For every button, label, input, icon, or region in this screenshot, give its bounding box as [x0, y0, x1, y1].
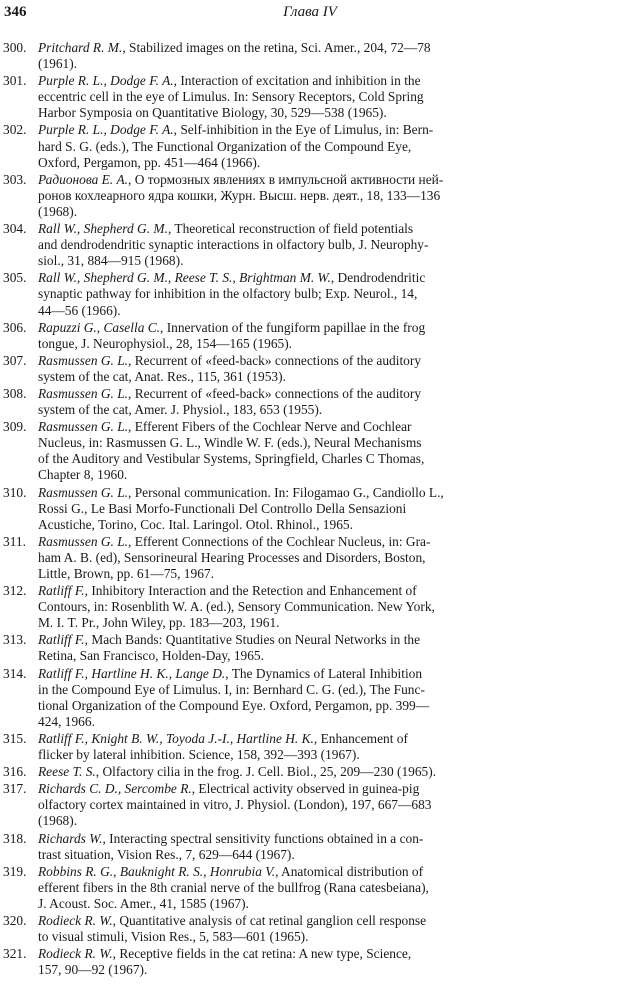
reference-item [0, 122, 620, 170]
reference-number: 301. [3, 73, 27, 89]
reference-authors: Rodieck R. W. [38, 946, 113, 962]
reference-item [0, 913, 620, 945]
reference-authors: Rodieck R. W. [38, 912, 113, 928]
reference-authors: Richards C. D., Sercombe R. [38, 781, 192, 797]
reference-number: 320. [3, 912, 27, 928]
chapter-title: Глава IV [283, 4, 337, 20]
reference-text: , Recurrent of «feed-back» connections of the auditory system of the cat, Amer. J. Physiol., 183, 653 (1955). [38, 385, 422, 418]
reference-item [0, 485, 620, 533]
reference-authors: Ratliff F. [38, 632, 85, 648]
reference-authors: Rapuzzi G., Casella C. [38, 319, 161, 335]
reference-number: 300. [3, 40, 27, 55]
reference-number: 311. [3, 533, 26, 549]
reference-item [0, 320, 620, 352]
reference-authors: Richards W. [38, 830, 103, 846]
page-header [0, 4, 620, 24]
reference-number: 312. [3, 583, 27, 599]
reference-authors: Rall W., Shepherd G. M. [38, 221, 168, 237]
reference-item [0, 270, 620, 318]
reference-item [0, 666, 620, 730]
reference-item [0, 632, 620, 664]
reference-item [0, 534, 620, 582]
page-number: 346 [4, 4, 27, 20]
reference-text: , The Dynamics of Lateral Inhibition in the Compound Eye of Limulus. I, in: Bernhard C. G. (ed.), The Func- tional Organization of the Compound Eye. Oxford, Pergamon, pp. 399— 424, 1966. [38, 665, 430, 729]
reference-item [0, 172, 620, 220]
reference-item [0, 221, 620, 269]
reference-item [0, 73, 620, 121]
reference-text: , О тормозных явлениях в импульсной активности ней- ронов кохлеарного ядра кошки, Журн. Высш. нерв. деят., 18, 133—136 (1968). [38, 171, 444, 219]
reference-text: , Electrical activity observed in guinea-pig olfactory cortex maintained in vitro, J. Physiol. (London), 197, 667—683 (1968). [38, 781, 432, 829]
reference-text: , Inhibitory Interaction and the Retection and Enhancement of Contours, in: Rosenblith W. A. (ed.), Sensory Communication. New York, M. I. T. Pr., John Wiley, pp. 183—203, 1961. [38, 583, 435, 631]
reference-text: , Recurrent of «feed-back» connections of the auditory system of the cat, Anat. Res., 115, 361 (1953). [38, 352, 422, 384]
reference-authors: Ratliff F. [38, 583, 85, 599]
reference-item [0, 781, 620, 829]
reference-authors: Ratliff F., Knight B. W., Toyoda J.-I., Hartline H. K. [38, 730, 314, 746]
reference-authors: Rasmussen G. L. [38, 419, 129, 435]
reference-item [0, 764, 620, 780]
reference-authors: Pritchard R. M. [38, 40, 123, 55]
reference-number: 317. [3, 781, 27, 797]
reference-number: 314. [3, 665, 27, 681]
reference-text: , Enhancement of flicker by lateral inhibition. Science, 158, 392—393 (1967). [38, 730, 408, 763]
reference-number: 310. [3, 484, 27, 500]
reference-text: , Efferent Fibers of the Cochlear Nerve and Cochlear Nucleus, in: Rasmussen G. L., Windle W. F. (eds.), Neural Mechanisms of the Auditory and Vestibular Systems, Springfield, Charles C Thomas, Chapter 8, 1960. [38, 419, 425, 483]
reference-text: , Stabilized images on the retina, Sci. Amer., 204, 72—78 (1961). [38, 40, 431, 72]
reference-number: 307. [3, 352, 27, 368]
reference-number: 319. [3, 863, 27, 879]
reference-text: , Theoretical reconstruction of field potentials and dendrodendritic synaptic interactions in olfactory bulb, J. Neurophy- siol., 31, 884—915 (1968). [38, 221, 429, 269]
reference-authors: Purple R. L., Dodge F. A. [38, 73, 174, 89]
reference-text: , Olfactory cilia in the frog. J. Cell. Biol., 25, 209—230 (1965). [95, 764, 437, 780]
reference-item [0, 583, 620, 631]
reference-number: 318. [3, 830, 27, 846]
reference-text: , Interaction of excitation and inhibition in the eccentric cell in the eye of Limulus. In: Sensory Receptors, Cold Spring Harbor Symposia on Quantitative Biology, 30, 529—538 (1965). [38, 73, 424, 121]
reference-text: , Quantitative analysis of cat retinal ganglion cell response to visual stimuli, Vision Res., 5, 583—601 (1965). [38, 912, 427, 945]
reference-authors: Rasmussen G. L. [38, 533, 129, 549]
reference-number: 302. [3, 122, 27, 138]
reference-item [0, 353, 620, 385]
reference-number: 304. [3, 221, 27, 237]
reference-authors: Robbins R. G., Bauknight R. S., Honrubia V. [38, 863, 276, 879]
reference-number: 315. [3, 730, 27, 746]
reference-text: , Receptive fields in the cat retina: A new type, Science, 157, 90—92 (1967). [38, 946, 412, 978]
reference-number: 306. [3, 319, 27, 335]
reference-number: 303. [3, 171, 27, 187]
reference-authors: Purple R. L., Dodge F. A. [38, 122, 174, 138]
reference-text: , Mach Bands: Quantitative Studies on Neural Networks in the Retina, San Francisco, Holden-Day, 1965. [38, 632, 421, 664]
reference-number: 309. [3, 419, 27, 435]
reference-item [0, 946, 620, 978]
reference-text: , Efferent Connections of the Cochlear Nucleus, in: Gra- ham A. B. (ed), Sensorineural Hearing Processes and Disorders, Boston, Little, Brown, pp. 61—75, 1967. [38, 533, 431, 581]
reference-authors: Reese T. S. [38, 764, 96, 780]
reference-text: , Self-inhibition in the Eye of Limulus, in: Bern- hard S. G. (eds.), The Functional Organization of the Compound Eye, Oxford, Pergamon, pp. 451—464 (1966). [38, 122, 434, 170]
reference-item [0, 40, 620, 72]
reference-number: 308. [3, 385, 27, 401]
reference-text: , Innervation of the fungiform papillae in the frog tongue, J. Neurophysiol., 28, 154—165 (1965). [38, 319, 426, 351]
reference-authors: Радионова Е. А. [38, 171, 129, 187]
reference-item [0, 386, 620, 418]
reference-list [0, 40, 620, 979]
reference-text: , Interacting spectral sensitivity functions obtained in a con- trast situation, Vision Res., 7, 629—644 (1967). [38, 830, 424, 862]
reference-number: 321. [3, 946, 27, 962]
reference-authors: Rall W., Shepherd G. M., Reese T. S., Brightman M. W. [38, 270, 331, 286]
reference-number: 313. [3, 632, 27, 648]
reference-authors: Ratliff F., Hartline H. K., Lange D. [38, 665, 226, 681]
reference-authors: Rasmussen G. L. [38, 352, 129, 368]
reference-authors: Rasmussen G. L. [38, 385, 129, 401]
reference-number: 316. [3, 764, 27, 780]
reference-item [0, 731, 620, 763]
reference-number: 305. [3, 270, 27, 286]
reference-authors: Rasmussen G. L. [38, 484, 129, 500]
reference-item [0, 831, 620, 863]
reference-text: , Anatomical distribution of efferent fibers in the 8th cranial nerve of the bullfrog (Rana catesbeiana), J. Acoust. Soc. Amer., 41, 1585 (1967). [38, 863, 429, 911]
reference-item [0, 864, 620, 912]
reference-text: , Personal communication. In: Filogamao G., Candiollo L., Rossi G., Le Basi Morfo-Functionali Del Controllo Della Sensazioni Acustiche, Torino, Coc. Ital. Laringol. Otol. Rhinol., 1965. [38, 484, 444, 532]
reference-item [0, 419, 620, 483]
reference-text: , Dendrodendritic synaptic pathway for inhibition in the olfactory bulb; Exp. Neurol., 14, 44—56 (1966). [38, 270, 426, 318]
